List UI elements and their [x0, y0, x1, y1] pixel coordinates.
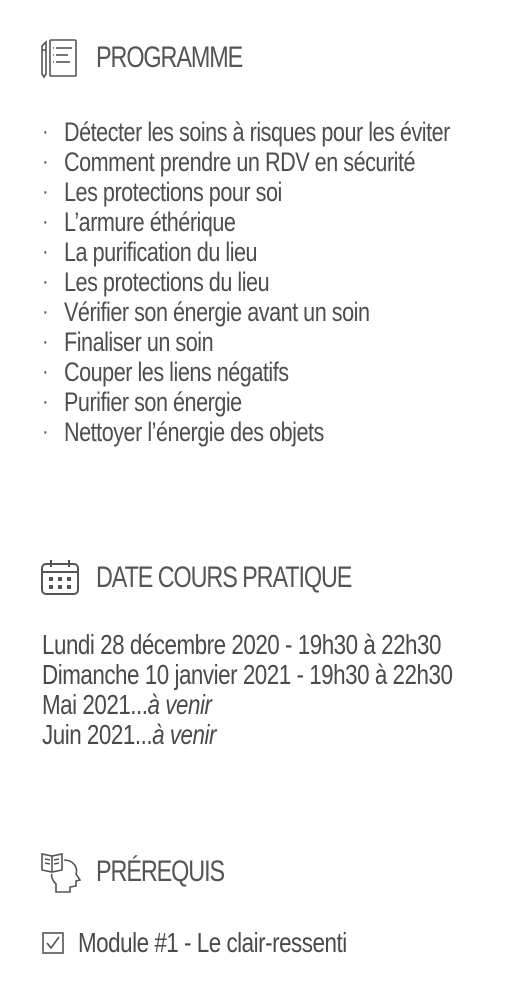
list-item	[40, 357, 500, 387]
date-heading	[38, 556, 423, 600]
list-item-text: Détecter les soins à risques pour les éviter	[64, 117, 450, 147]
list-item	[40, 147, 500, 177]
list-item-text: L’armure éthérique	[64, 207, 236, 237]
prerequis-title: PRÉREQUIS	[96, 855, 225, 888]
list-item-text: Les protections du lieu	[64, 267, 270, 297]
bullet: ·	[42, 271, 49, 293]
date-text: Lundi 28 décembre 2020 - 19h30 à 22h30	[42, 629, 441, 660]
head-book-icon	[38, 850, 82, 894]
list-item	[40, 297, 500, 327]
prerequis-label: Module #1 - Le clair-ressenti	[78, 927, 347, 958]
date-line	[42, 720, 418, 750]
dates-block	[42, 630, 512, 750]
bullet: ·	[42, 211, 49, 233]
prerequis-heading	[38, 850, 260, 894]
date-suffix: à venir	[147, 689, 212, 720]
bullet: ·	[42, 151, 49, 173]
list-item-text: Finaliser un soin	[64, 327, 214, 357]
list-item	[40, 267, 500, 297]
list-item	[40, 117, 500, 147]
programme-heading	[38, 36, 283, 80]
list-item	[40, 237, 500, 267]
list-item-text: La purification du lieu	[64, 237, 258, 267]
list-item	[40, 417, 500, 447]
notepad-pencil-icon	[38, 36, 82, 80]
list-item	[40, 177, 500, 207]
date-text: Mai 2021...	[42, 689, 148, 720]
prerequis-item	[42, 927, 414, 959]
bullet: ·	[42, 421, 49, 443]
list-item-text: Comment prendre un RDV en sécurité	[64, 147, 416, 177]
date-text: Dimanche 10 janvier 2021 - 19h30 à 22h30	[42, 659, 453, 690]
list-item	[40, 327, 500, 357]
date-line	[42, 659, 453, 690]
date-line	[42, 690, 418, 720]
list-item-text: Purifier son énergie	[64, 387, 242, 417]
programme-list	[40, 117, 500, 447]
date-suffix: à venir	[152, 719, 216, 750]
checkbox-checked-icon	[42, 932, 64, 954]
bullet: ·	[42, 241, 49, 263]
date-text: Juin 2021...	[42, 719, 153, 750]
bullet: ·	[42, 361, 49, 383]
list-item-text: Les protections pour soi	[64, 177, 282, 207]
calendar-icon	[38, 556, 82, 600]
bullet: ·	[42, 181, 49, 203]
bullet: ·	[42, 331, 49, 353]
bullet: ·	[42, 391, 49, 413]
list-item	[40, 207, 500, 237]
date-line	[42, 629, 441, 660]
list-item	[40, 387, 500, 417]
bullet: ·	[42, 301, 49, 323]
programme-title: PROGRAMME	[96, 41, 243, 74]
list-item-text: Nettoyer l’énergie des objets	[64, 417, 324, 447]
bullet: ·	[42, 121, 49, 143]
list-item-text: Couper les liens négatifs	[64, 357, 289, 387]
list-item-text: Vérifier son énergie avant un soin	[64, 297, 370, 327]
date-title: DATE COURS PRATIQUE	[96, 561, 352, 594]
